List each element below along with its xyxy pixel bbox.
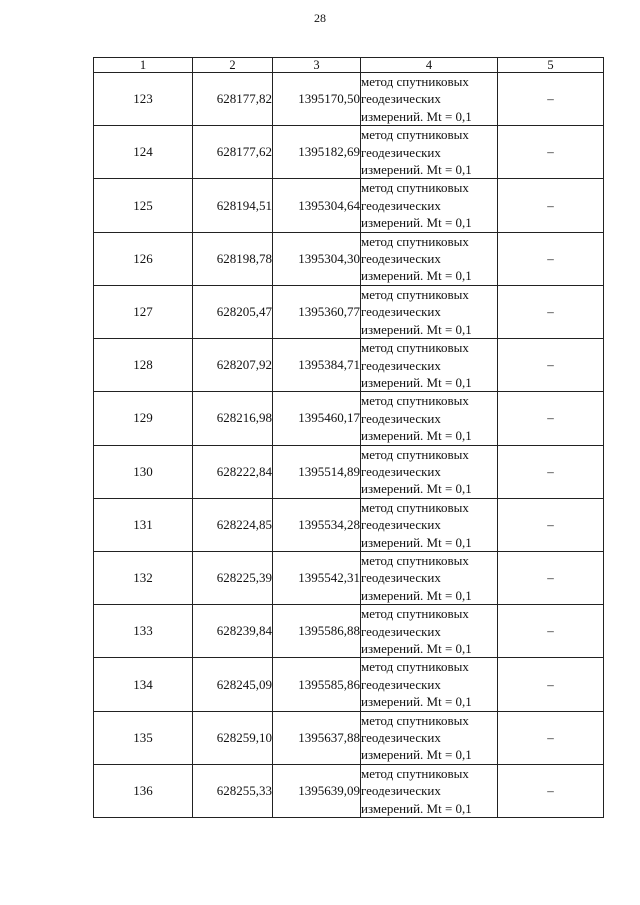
y-coordinate-cell: 1395460,17 — [273, 392, 361, 445]
y-coordinate-cell: 1395586,88 — [273, 605, 361, 658]
method-cell — [361, 445, 498, 498]
method-line: геодезических — [361, 410, 441, 426]
table-header — [94, 58, 604, 73]
method-line: метод спутниковых — [361, 393, 469, 409]
method-cell — [361, 658, 498, 711]
point-number-cell: 128 — [94, 339, 193, 392]
x-coordinate-cell: 628194,51 — [193, 179, 273, 232]
method-cell — [361, 126, 498, 179]
method-line: измерений. Mt = 0,1 — [361, 374, 472, 390]
x-coordinate-cell: 628205,47 — [193, 285, 273, 338]
table-row — [94, 232, 604, 285]
x-coordinate-cell: 628255,33 — [193, 764, 273, 817]
note-cell: – — [498, 232, 604, 285]
method-line: измерений. Mt = 0,1 — [361, 641, 472, 656]
method-line: измерений. Mt = 0,1 — [361, 481, 472, 497]
table-row — [94, 445, 604, 498]
method-line: метод спутниковых — [361, 552, 469, 568]
y-coordinate-cell: 1395304,30 — [273, 232, 361, 285]
method-line: измерений. Mt = 0,1 — [361, 747, 472, 763]
method-line: измерений. Mt = 0,1 — [361, 321, 472, 337]
note-cell: – — [498, 605, 604, 658]
method-line: метод спутниковых — [361, 659, 469, 675]
method-cell — [361, 179, 498, 232]
note-cell: – — [498, 498, 604, 551]
column-header-5: 5 — [498, 58, 604, 73]
method-line: метод спутниковых — [361, 499, 469, 515]
method-cell — [361, 285, 498, 338]
table-row — [94, 285, 604, 338]
method-line: метод спутниковых — [361, 233, 469, 249]
method-cell — [361, 551, 498, 604]
note-cell: – — [498, 392, 604, 445]
table-row — [94, 498, 604, 551]
y-coordinate-cell: 1395304,64 — [273, 179, 361, 232]
note-cell: – — [498, 285, 604, 338]
method-line: геодезических — [361, 783, 441, 799]
method-cell — [361, 73, 498, 126]
method-cell — [361, 711, 498, 764]
table-row — [94, 658, 604, 711]
method-line: геодезических — [361, 517, 441, 533]
method-line: измерений. Mt = 0,1 — [361, 428, 472, 444]
method-line: метод спутниковых — [361, 180, 469, 196]
table-row — [94, 126, 604, 179]
method-cell — [361, 605, 498, 658]
note-cell: – — [498, 179, 604, 232]
y-coordinate-cell: 1395637,88 — [273, 711, 361, 764]
method-line: геодезических — [361, 304, 441, 320]
table-row — [94, 605, 604, 658]
y-coordinate-cell: 1395514,89 — [273, 445, 361, 498]
method-line: геодезических — [361, 144, 441, 160]
point-number-cell: 129 — [94, 392, 193, 445]
point-number-cell: 134 — [94, 658, 193, 711]
point-number-cell: 133 — [94, 605, 193, 658]
point-number-cell: 124 — [94, 126, 193, 179]
table-row — [94, 339, 604, 392]
method-line: метод спутниковых — [361, 712, 469, 728]
note-cell: – — [498, 445, 604, 498]
y-coordinate-cell: 1395534,28 — [273, 498, 361, 551]
method-line: метод спутниковых — [361, 606, 469, 622]
point-number-cell: 131 — [94, 498, 193, 551]
method-line: измерений. Mt = 0,1 — [361, 268, 472, 284]
method-line: геодезических — [361, 570, 441, 586]
method-line: метод спутниковых — [361, 765, 469, 781]
note-cell: – — [498, 126, 604, 179]
method-line: измерений. Mt = 0,1 — [361, 162, 472, 178]
method-line: геодезических — [361, 357, 441, 373]
y-coordinate-cell: 1395182,69 — [273, 126, 361, 179]
x-coordinate-cell: 628222,84 — [193, 445, 273, 498]
method-line: измерений. Mt = 0,1 — [361, 215, 472, 231]
method-line: метод спутниковых — [361, 74, 469, 89]
y-coordinate-cell: 1395384,71 — [273, 339, 361, 392]
table-row — [94, 764, 604, 817]
y-coordinate-cell: 1395542,31 — [273, 551, 361, 604]
point-number-cell: 125 — [94, 179, 193, 232]
header-row — [94, 58, 604, 73]
note-cell: – — [498, 551, 604, 604]
point-number-cell: 136 — [94, 764, 193, 817]
x-coordinate-cell: 628207,92 — [193, 339, 273, 392]
x-coordinate-cell: 628224,85 — [193, 498, 273, 551]
method-cell — [361, 764, 498, 817]
x-coordinate-cell: 628177,82 — [193, 73, 273, 126]
point-number-cell: 135 — [94, 711, 193, 764]
note-cell: – — [498, 339, 604, 392]
method-cell — [361, 498, 498, 551]
method-line: геодезических — [361, 623, 441, 639]
table-row — [94, 73, 604, 126]
coordinates-table — [93, 57, 604, 818]
method-line: измерений. Mt = 0,1 — [361, 534, 472, 550]
method-line: метод спутниковых — [361, 340, 469, 356]
x-coordinate-cell: 628239,84 — [193, 605, 273, 658]
column-header-1: 1 — [94, 58, 193, 73]
method-line: метод спутниковых — [361, 446, 469, 462]
x-coordinate-cell: 628259,10 — [193, 711, 273, 764]
column-header-4: 4 — [361, 58, 498, 73]
method-line: геодезических — [361, 251, 441, 267]
table-row — [94, 551, 604, 604]
x-coordinate-cell: 628225,39 — [193, 551, 273, 604]
method-line: геодезических — [361, 197, 441, 213]
y-coordinate-cell: 1395170,50 — [273, 73, 361, 126]
note-cell: – — [498, 73, 604, 126]
table-body — [94, 73, 604, 818]
method-line: геодезических — [361, 91, 441, 107]
x-coordinate-cell: 628177,62 — [193, 126, 273, 179]
method-line: измерений. Mt = 0,1 — [361, 587, 472, 603]
method-cell — [361, 392, 498, 445]
column-header-3: 3 — [273, 58, 361, 73]
method-line: метод спутниковых — [361, 127, 469, 143]
point-number-cell: 127 — [94, 285, 193, 338]
page-number: 28 — [314, 11, 326, 25]
note-cell: – — [498, 658, 604, 711]
method-line: измерений. Mt = 0,1 — [361, 694, 472, 710]
x-coordinate-cell: 628216,98 — [193, 392, 273, 445]
table-row — [94, 392, 604, 445]
point-number-cell: 123 — [94, 73, 193, 126]
method-line: измерений. Mt = 0,1 — [361, 108, 472, 124]
point-number-cell: 132 — [94, 551, 193, 604]
x-coordinate-cell: 628198,78 — [193, 232, 273, 285]
method-cell — [361, 339, 498, 392]
method-line: геодезических — [361, 463, 441, 479]
table-row — [94, 179, 604, 232]
y-coordinate-cell: 1395639,09 — [273, 764, 361, 817]
method-cell — [361, 232, 498, 285]
point-number-cell: 130 — [94, 445, 193, 498]
method-line: геодезических — [361, 676, 441, 692]
method-line: измерений. Mt = 0,1 — [361, 800, 472, 816]
note-cell: – — [498, 764, 604, 817]
method-line: геодезических — [361, 730, 441, 746]
table-row — [94, 711, 604, 764]
point-number-cell: 126 — [94, 232, 193, 285]
x-coordinate-cell: 628245,09 — [193, 658, 273, 711]
y-coordinate-cell: 1395360,77 — [273, 285, 361, 338]
column-header-2: 2 — [193, 58, 273, 73]
note-cell: – — [498, 711, 604, 764]
method-line: метод спутниковых — [361, 286, 469, 302]
y-coordinate-cell: 1395585,86 — [273, 658, 361, 711]
